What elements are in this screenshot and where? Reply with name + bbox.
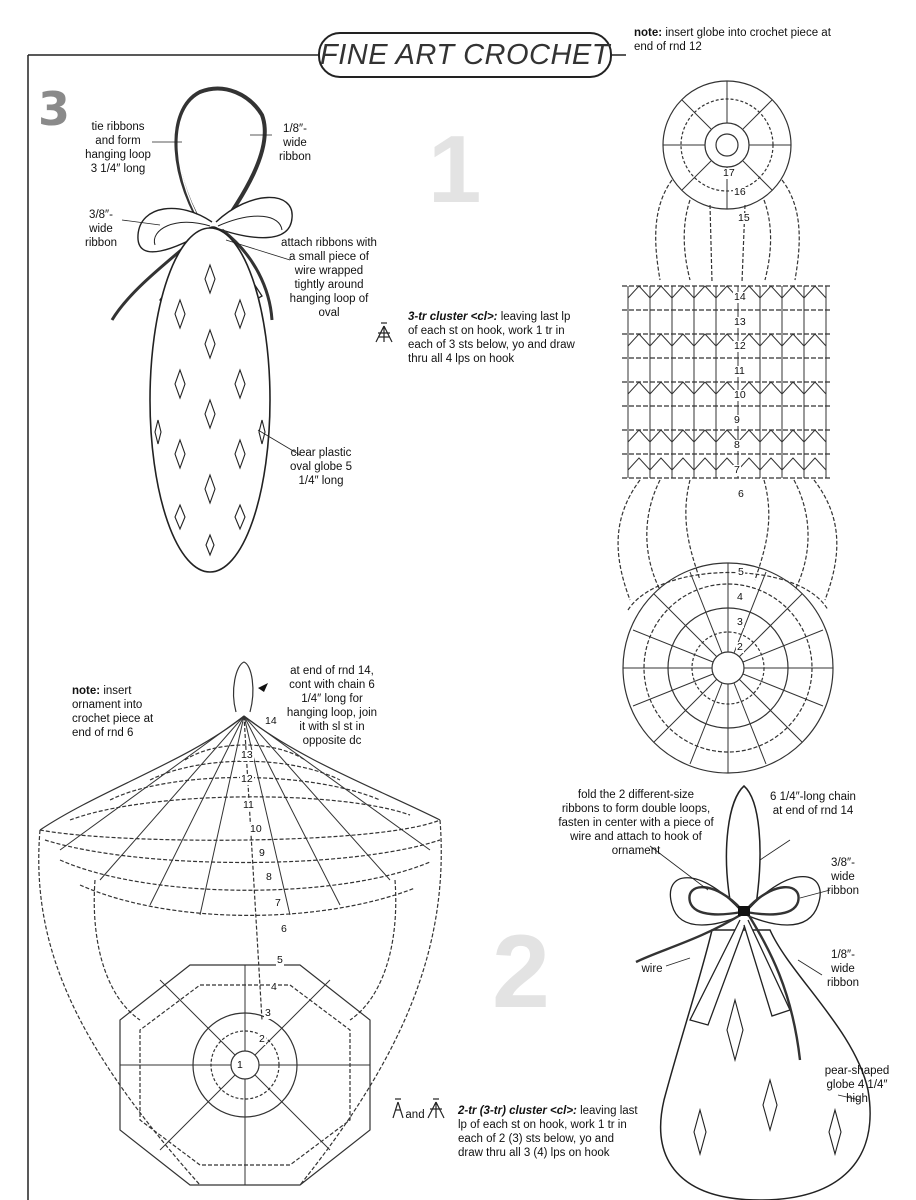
d2-round-3: 3 xyxy=(265,1007,271,1019)
label-eighth-ribbon-oval: 1/8″- wide ribbon xyxy=(279,123,311,163)
d2-round-1: 1 xyxy=(237,1059,243,1071)
d2-note-text: insert ornament into crochet piece at end of rnd 6 xyxy=(72,685,154,739)
d2-round-2: 2 xyxy=(259,1033,265,1045)
d2-round-12: 12 xyxy=(241,773,253,785)
top-note-text: insert globe into crochet piece at end of rnd 12 xyxy=(634,27,831,53)
d1-round-17: 17 xyxy=(723,167,735,179)
label-eighth-ribbon-pear: 1/8″- wide ribbon xyxy=(827,949,859,989)
d2-round-6: 6 xyxy=(281,923,287,935)
cluster-3tr-desc: leaving last lp of each st on hook, work 1 tr in each of 3 sts below, yo and draw thru all 4 lps on hook xyxy=(408,311,575,365)
d1-round-14: 14 xyxy=(734,291,746,303)
d1-round-9: 9 xyxy=(734,414,740,426)
d1-round-15: 15 xyxy=(738,212,750,224)
d2-round-7: 7 xyxy=(275,897,281,909)
d2-end-note: at end of rnd 14, cont with chain 6 1/4″ long for hanging loop, join it with sl st in opposite dc xyxy=(286,665,378,747)
cluster-3tr-term: 3-tr cluster <cl>: xyxy=(408,311,498,323)
banner-title: FINE ART CROCHET xyxy=(318,32,612,78)
label-fold-ribbons: fold the 2 different-size ribbons to form double loops, fasten in center with a piece of wire and attach to hook of ornament xyxy=(558,789,714,857)
d2-note-label: note: xyxy=(72,685,101,697)
label-three-eighth-ribbon-oval: 3/8″- wide ribbon xyxy=(85,209,117,249)
d1-round-13: 13 xyxy=(734,316,746,328)
d1-round-10: 10 xyxy=(734,389,746,401)
d1-round-6: 6 xyxy=(738,488,744,500)
label-clear-globe: clear plastic oval globe 5 1/4″ long xyxy=(289,447,353,487)
d1-round-11: 11 xyxy=(734,365,745,377)
top-note-label: note: xyxy=(634,27,663,39)
d2-round-14: 14 xyxy=(265,715,277,727)
d1-round-5: 5 xyxy=(738,566,744,578)
d2-round-11: 11 xyxy=(243,799,254,811)
label-attach-ribbons: attach ribbons with a small piece of wire wrapped tightly around hanging loop of oval xyxy=(281,237,377,319)
d2-round-8: 8 xyxy=(266,871,272,883)
big-number-one: 1 xyxy=(428,116,482,223)
d2-round-9: 9 xyxy=(259,847,265,859)
d2-round-10: 10 xyxy=(250,823,262,835)
d1-round-2: 2 xyxy=(737,641,743,653)
d2-round-13: 13 xyxy=(241,749,253,761)
d1-round-12: 12 xyxy=(734,340,746,352)
d2-round-5: 5 xyxy=(277,954,283,966)
label-chain: 6 1/4″-long chain at end of rnd 14 xyxy=(770,791,856,817)
d1-round-16: 16 xyxy=(734,186,746,198)
d2-round-4: 4 xyxy=(271,981,277,993)
pattern-number: 3 xyxy=(38,82,71,136)
cluster-2tr-desc: leaving last lp of each st on hook, work 1 tr in each of 2 (3) sts below, yo and draw thru all 3 (4) lps on hook xyxy=(458,1105,638,1159)
d1-round-8: 8 xyxy=(734,439,740,451)
d1-round-3: 3 xyxy=(737,616,743,628)
label-tie-ribbons: tie ribbons and form hanging loop 3 1/4″ long xyxy=(85,121,151,175)
label-wire: wire xyxy=(641,963,663,975)
d1-round-7: 7 xyxy=(734,464,740,476)
label-three-eighth-ribbon-pear: 3/8″- wide ribbon xyxy=(827,857,859,897)
big-number-two: 2 xyxy=(492,914,550,1030)
cluster-and-word: and xyxy=(405,1109,425,1121)
d1-round-4: 4 xyxy=(737,591,743,603)
label-pear-globe: pear-shaped globe 4 1/4″ high xyxy=(824,1065,890,1105)
cluster-2tr-term: 2-tr (3-tr) cluster <cl>: xyxy=(458,1105,577,1117)
